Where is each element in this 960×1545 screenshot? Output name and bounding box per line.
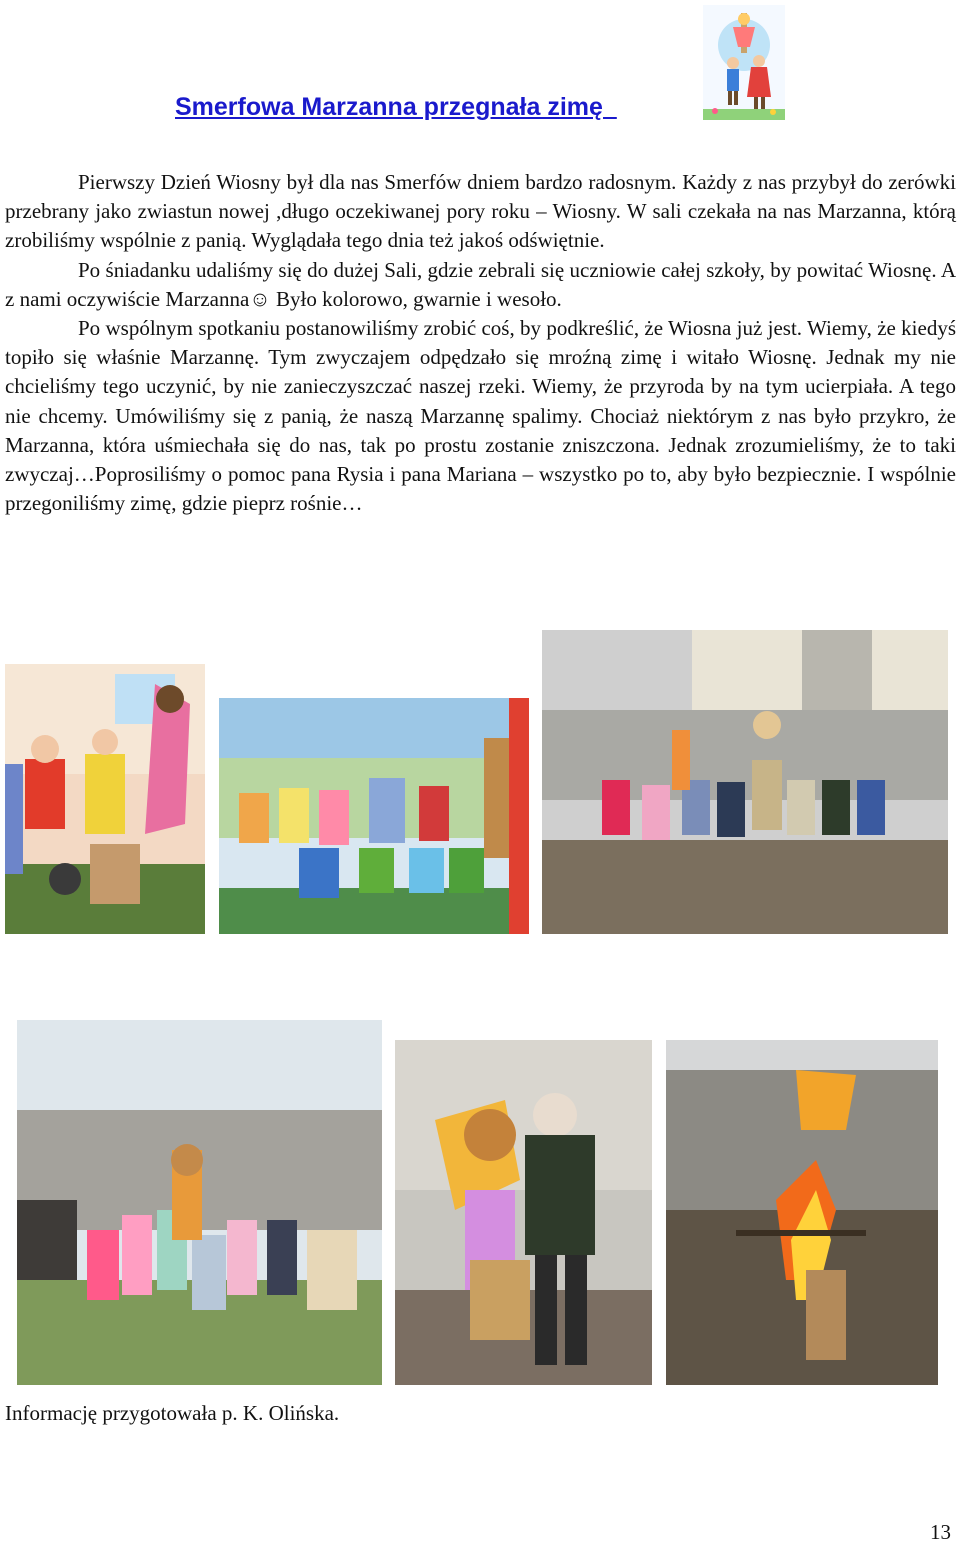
photo-man-with-marzanna (395, 1040, 652, 1385)
photo-classroom-marzanna (5, 664, 205, 934)
paragraph-2: Po śniadanku udaliśmy się do dużej Sali, gdzie zebrali się uczniowie całej szkoły, by powitać Wiosnę. A z nami oczywiście Marzanna☺ Było kolorowo, gwarnie i wesoło. (5, 257, 956, 311)
article-title: Smerfowa Marzanna przegnała zimę (175, 93, 617, 121)
photo-group-in-classroom (219, 698, 529, 934)
photo-marzanna-walk (17, 1020, 382, 1385)
photo-group-outdoors (542, 630, 948, 934)
paragraph-3: Po wspólnym spotkaniu postanowiliśmy zrobić coś, by podkreślić, że Wiosna już jest. Wiemy, że kiedyś topiło się właśnie Marzannę. Tym zwyczajem odpędzało się mroźną zimę i witało Wiosnę. Jednak my nie chcieliśmy tego uczynić, by nie zanieczyszczać naszej rzeki. Wiemy, że przyroda by na tym ucierpiała. A tego nie chcemy. Umówiliśmy się z panią, że naszą Marzannę spalimy. Chociaż niektórym z nas było przykro, że Marzanna, która uśmiechała się do nas, tak po prostu zostanie zniszczona. Jednak zrozumieliśmy, że to taki zwyczaj…Poprosiliśmy o pomoc pana Rysia i pana Mariana – wszystko po to, aby było bezpiecznie. I wspólnie przegoniliśmy zimę, gdzie pieprz rośnie… (5, 316, 956, 516)
photo-burning-marzanna (666, 1040, 938, 1385)
article-body (5, 168, 956, 518)
spring-logo-image (703, 5, 785, 120)
page-number: 13 (930, 1520, 951, 1544)
paragraph-1: Pierwszy Dzień Wiosny był dla nas Smerfów dniem bardzo radosnym. Każdy z nas przybył do zerówki przebrany jako zwiastun nowej ,długo oczekiwanej pory roku – Wiosny. W sali czekała na nas Marzanna, którą zrobiliśmy wspólnie z panią. Wyglądała tego dnia też jakoś odświętnie. (5, 170, 956, 253)
author-note: Informację przygotowała p. K. Olińska. (5, 1401, 340, 1425)
